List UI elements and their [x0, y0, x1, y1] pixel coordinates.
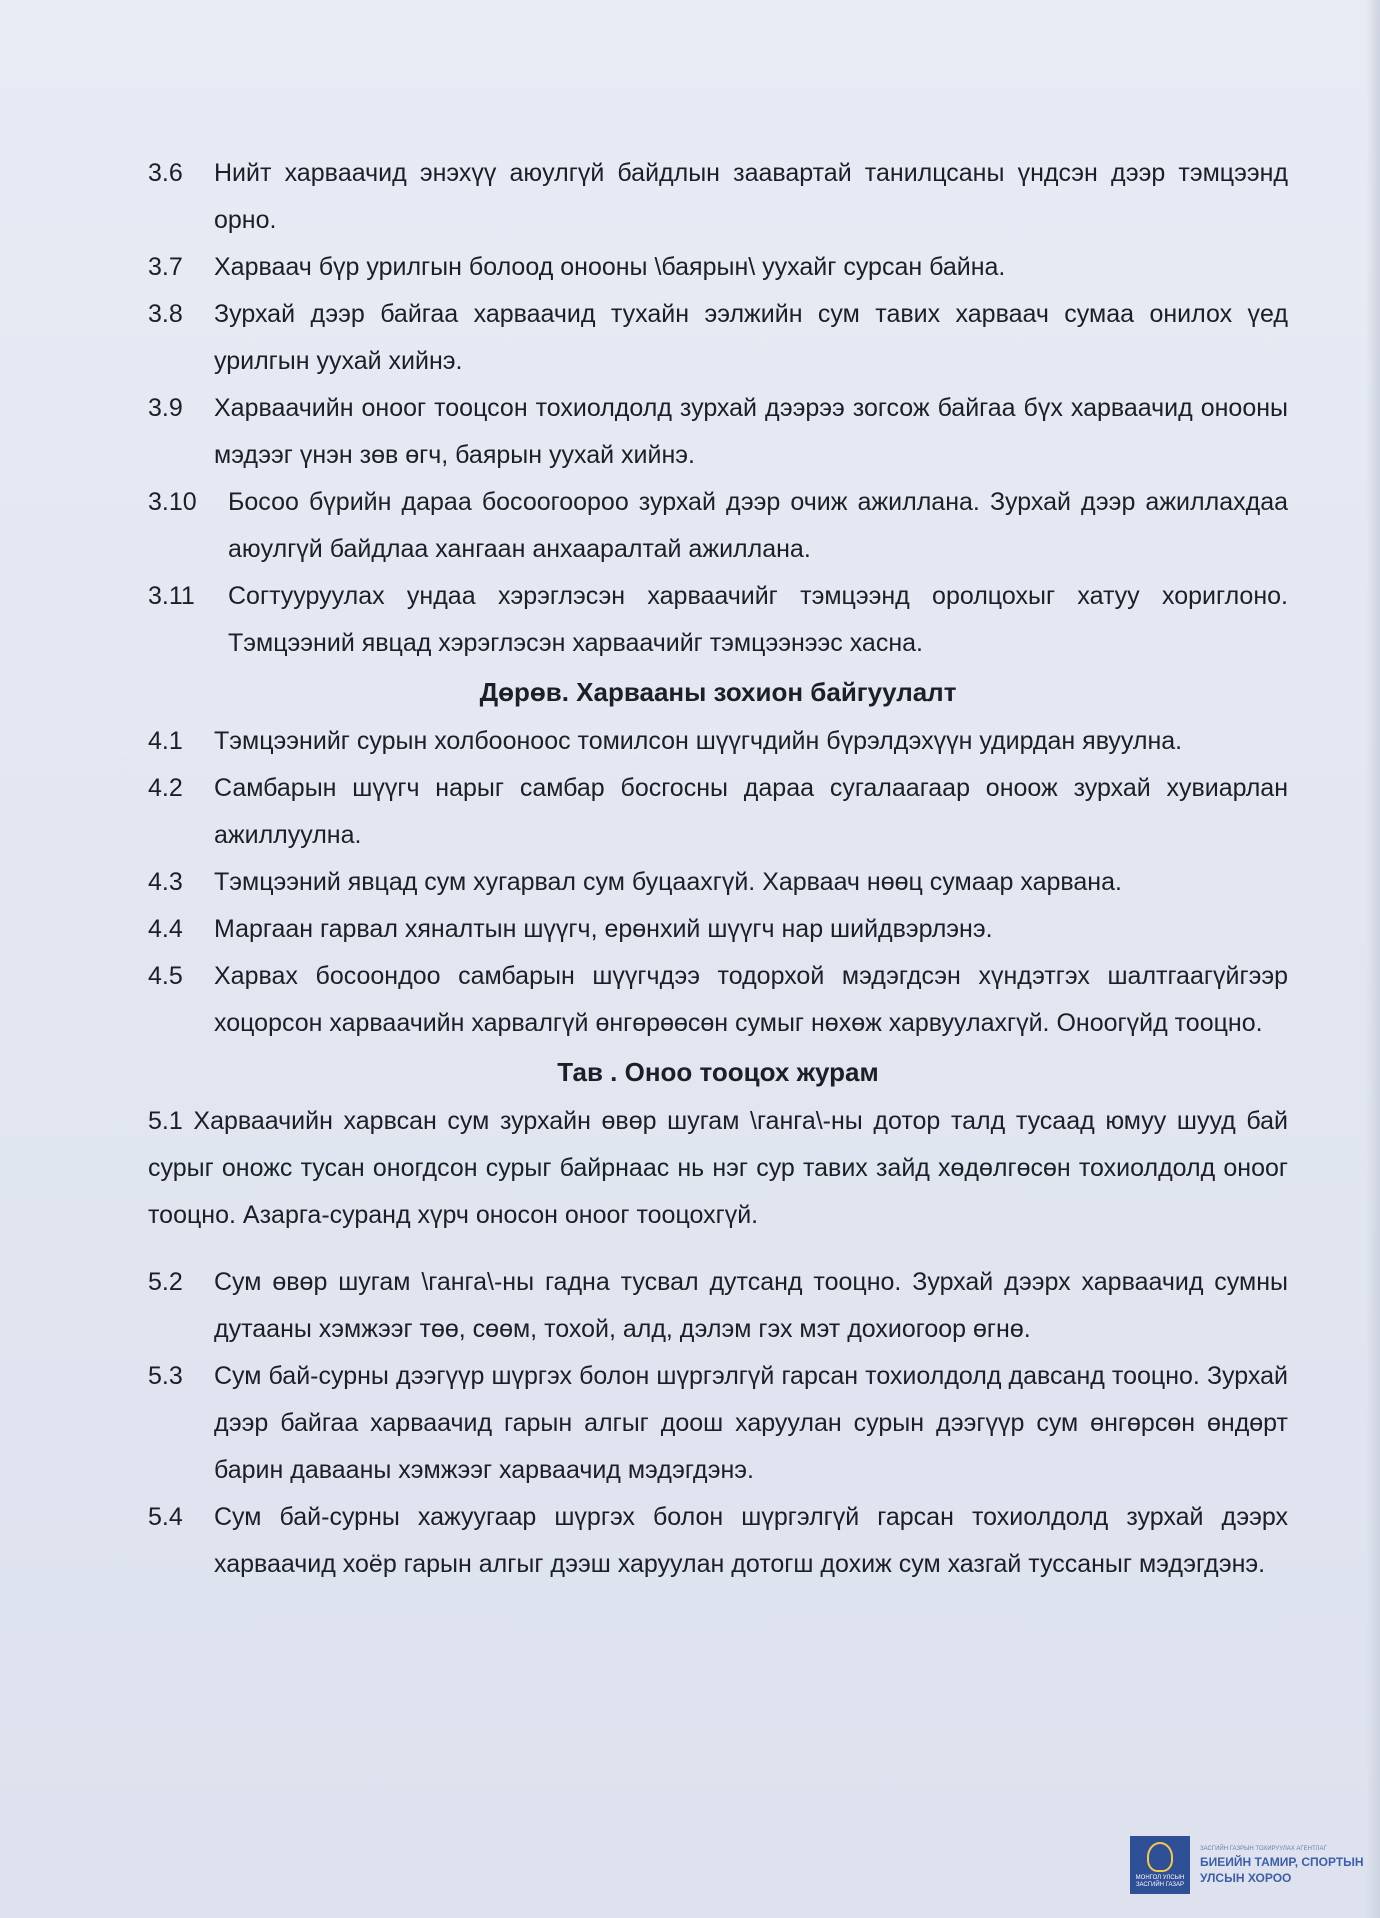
clause-number: 5.4 — [148, 1503, 183, 1531]
clause-text: Тэмцээнийг сурын холбооноос томилсон шүүгчдийн бүрэлдэхүүн удирдан явуулна. — [214, 727, 1183, 755]
clause-number: 3.7 — [148, 253, 183, 281]
clause-3-6 — [148, 150, 1288, 244]
spacer — [148, 1239, 1288, 1259]
clause-text: Зурхай дээр байгаа харваачид тухайн ээлжийн сум тавих харваач сумаа онилох үед урилгын уухай хийнэ. — [214, 300, 1288, 375]
org-name-line-1: БИЕИЙН ТАМИР, СПОРТЫН — [1200, 1855, 1364, 1869]
clause-4-3 — [148, 859, 1288, 906]
clause-text: Нийт харвaачид энэхүү аюулгүй байдлын заавартай танилцсаны үндсэн дээр тэмцээнд орно. — [214, 159, 1288, 234]
clause-5-2 — [148, 1259, 1288, 1353]
clause-4-4 — [148, 906, 1288, 953]
clause-4-5 — [148, 953, 1288, 1047]
clause-text: Тэмцээний явцад сум хугарвал сум буцаахгүй. Харваач нөөц сумаар харвана. — [214, 868, 1122, 896]
clause-3-8 — [148, 291, 1288, 385]
clause-3-9 — [148, 385, 1288, 479]
clause-text: Харвах босоондоо самбарын шүүгчдээ тодорхой мэдэгдсэн хүндэтгэх шалтгаагүйгээр хоцорсон харваачийн харвалгүй өнгөрөөсөн сумыг нөхөж харвуулахгүй. Оноогүйд тооцно. — [214, 962, 1288, 1037]
clause-number: 4.5 — [148, 962, 183, 990]
clause-number: 4.4 — [148, 915, 183, 943]
clause-text: Сум бай-сурны дээгүүр шүргэх болон шүргэлгүй гарсан тохиолдолд давсанд тооцно. Зурхай дээр байгаа харваачид гарын алгыг доош харуулан сурын дээгүүр сум өнгөрсөн өндөрт барин давааны хэмжээг харваачид мэдэгдэнэ. — [214, 1362, 1288, 1484]
clause-text: Согтууруулах ундаа хэрэглэсэн харваачийг тэмцээнд оролцохыг хатуу хориглоно. Тэмцээний явцад хэрэглэсэн харваачийг тэмцээнээс хасна. — [228, 582, 1288, 657]
clause-number: 3.11 — [148, 582, 195, 610]
section-heading-4: Дөрөв. Харвааны зохион байгуулалт — [479, 677, 957, 707]
clause-text: Маргаан гарвал хяналтын шүүгч, ерөнхий шүүгч нар шийдвэрлэнэ. — [214, 915, 993, 943]
clause-text: Сум бай-сурны хажуугаар шүргэх болон шүргэлгүй гарсан тохиолдолд зурхай дээрх харваачид хоёр гарын алгыг дээш харуулан дотогш дохиж сум хазгай туссаныг мэдэгдэнэ. — [214, 1503, 1288, 1578]
clause-number: 3.10 — [148, 488, 197, 516]
clause-number: 3.8 — [148, 300, 183, 328]
clause-number: 4.2 — [148, 774, 183, 802]
clause-number: 3.6 — [148, 159, 183, 187]
clause-3-7 — [148, 244, 1288, 291]
seal-text: МОНГОЛ УЛСЫН ЗАСГИЙН ГАЗАР — [1135, 1874, 1185, 1888]
section-heading-5: Тав . Оноо тооцох журам — [557, 1057, 879, 1087]
organization-name — [1200, 1844, 1364, 1886]
seal-icon — [1130, 1836, 1190, 1894]
clause-5-3 — [148, 1353, 1288, 1494]
org-name-line-2: УЛСЫН ХОРОО — [1200, 1871, 1292, 1885]
org-agency-line: ЗАСГИЙН ГАЗРЫН ТОХИРУУЛАХ АГЕНТЛАГ — [1200, 1846, 1327, 1852]
clause-number: 4.1 — [148, 727, 183, 755]
organization-logo — [1130, 1836, 1364, 1894]
soyombo-emblem-icon — [1147, 1842, 1173, 1872]
clause-5-1: 5.1 Харваачийн харвсан сум зурхайн өвөр шугам \ганга\-ны дотор талд тусаад юмуу шууд бай сурыг оножс тусан оногдсон сурыг байрнаас нь нэг сур тавих зайд хөдөлгөсөн тохиолдолд оноог тооцно. Азарга-суранд хүрч оносон оноог тооцохгүй. — [148, 1107, 1288, 1229]
clause-text: Харваачийн оноог тооцсон тохиолдолд зурхай дээрээ зогсож байгаа бүх харваачид онооны мэдээг үнэн зөв өгч, баярын уухай хийнэ. — [214, 394, 1288, 469]
clause-3-11 — [148, 573, 1288, 667]
clause-3-10 — [148, 479, 1288, 573]
clause-number: 5.2 — [148, 1268, 183, 1296]
clause-number: 5.3 — [148, 1362, 183, 1390]
clause-number: 3.9 — [148, 394, 183, 422]
document-body — [148, 150, 1288, 1588]
clause-4-1 — [148, 718, 1288, 765]
clause-number: 4.3 — [148, 868, 183, 896]
clause-text: Сум өвөр шугам \ганга\-ны гадна тусвал дутсанд тооцно. Зурхай дээрх харваачид сумны дутааны хэмжээг төө, сөөм, тохой, алд, дэлэм гэх мэт дохиогоор өгнө. — [214, 1268, 1288, 1343]
clause-4-2 — [148, 765, 1288, 859]
clause-text: Босоо бүрийн дараа босоогоороо зурхай дээр очиж ажиллана. Зурхай дээр ажиллахдаа аюулгүй байдлаа хангаан анхааралтай ажиллана. — [228, 488, 1288, 563]
clause-text: Самбарын шүүгч нарыг самбар босгосны дараа сугалаагаар оноож зурхай хувиарлан ажиллуулна. — [214, 774, 1288, 849]
clause-5-4 — [148, 1494, 1288, 1588]
clause-text: Харваач бүр урилгын болоод онооны \баярын\ уухайг сурсан байна. — [214, 253, 1006, 281]
